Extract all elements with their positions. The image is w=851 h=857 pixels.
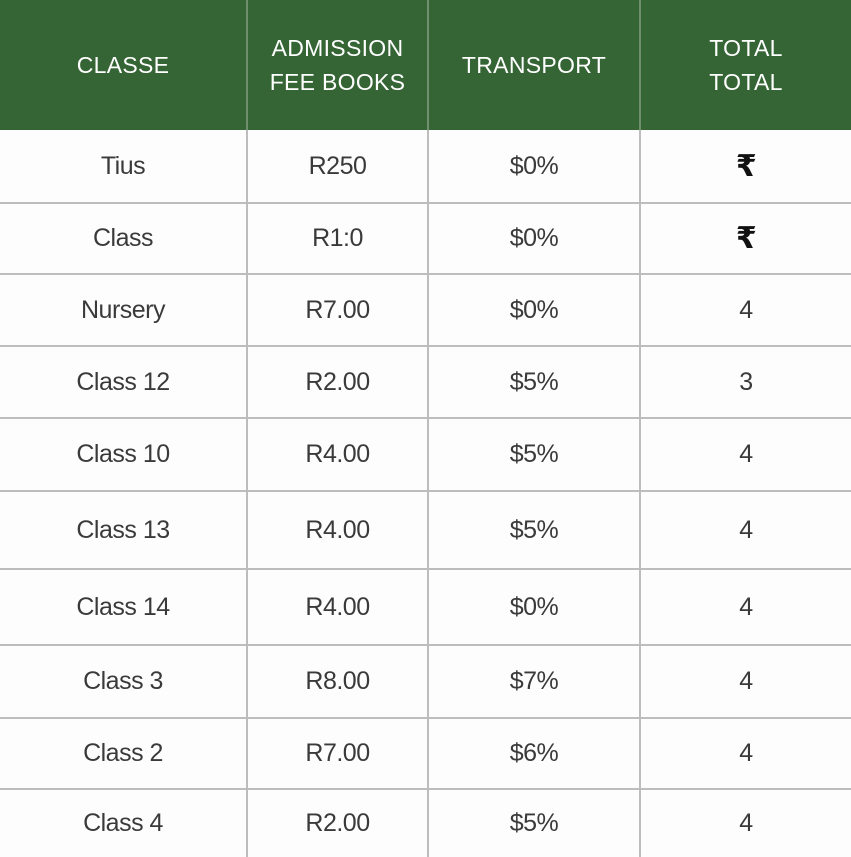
classe-cell: Class 4 (0, 789, 247, 857)
column-header-transport-line-1: TRANSPORT (461, 52, 607, 78)
admission-cell: R7.00 (247, 274, 428, 346)
transport-cell: $5% (428, 346, 640, 418)
table-row (0, 203, 851, 274)
transport-cell: $5% (428, 491, 640, 569)
column-header-classe-line-1: CLASSE (76, 52, 170, 78)
transport-cell: $0% (428, 203, 640, 274)
total-cell: 4 (640, 645, 851, 718)
admission-cell: R250 (247, 130, 428, 203)
column-header-total (640, 0, 851, 130)
admission-cell: R2.00 (247, 346, 428, 418)
column-header-total-line-1: TOTAL (709, 35, 783, 61)
transport-cell: $5% (428, 789, 640, 857)
total-cell: ₹ (640, 203, 851, 274)
classe-cell: Nursery (0, 274, 247, 346)
table-row (0, 645, 851, 718)
classe-cell: Class 12 (0, 346, 247, 418)
column-header-classe (0, 0, 247, 130)
total-cell: 3 (640, 346, 851, 418)
transport-cell: $0% (428, 569, 640, 645)
table-row (0, 418, 851, 491)
admission-cell: R7.00 (247, 718, 428, 789)
classe-cell: Class (0, 203, 247, 274)
transport-cell: $6% (428, 718, 640, 789)
column-header-admission (247, 0, 428, 130)
total-cell: 4 (640, 418, 851, 491)
admission-cell: R1:0 (247, 203, 428, 274)
table-row (0, 274, 851, 346)
column-header-admission-line-1: ADMISSION (271, 35, 404, 61)
classe-cell: Class 3 (0, 645, 247, 718)
total-cell: 4 (640, 274, 851, 346)
total-cell: 4 (640, 491, 851, 569)
transport-cell: $0% (428, 274, 640, 346)
table-row (0, 718, 851, 789)
classe-cell: Class 14 (0, 569, 247, 645)
header-row (0, 0, 851, 130)
table-body (0, 130, 851, 857)
admission-cell: R2.00 (247, 789, 428, 857)
classe-cell: Class 2 (0, 718, 247, 789)
admission-cell: R4.00 (247, 418, 428, 491)
column-header-total-line-2: TOTAL (709, 69, 783, 95)
table-row (0, 491, 851, 569)
transport-cell: $0% (428, 130, 640, 203)
admission-cell: R8.00 (247, 645, 428, 718)
table-row (0, 130, 851, 203)
admission-cell: R4.00 (247, 569, 428, 645)
classe-cell: Class 10 (0, 418, 247, 491)
classe-cell: Class 13 (0, 491, 247, 569)
table-header (0, 0, 851, 130)
table-row (0, 789, 851, 857)
column-header-admission-line-2: FEE BOOKS (269, 69, 406, 95)
transport-cell: $7% (428, 645, 640, 718)
table-row (0, 569, 851, 645)
classe-cell: Tius (0, 130, 247, 203)
column-header-transport (428, 0, 640, 130)
total-cell: 4 (640, 718, 851, 789)
total-cell: ₹ (640, 130, 851, 203)
total-cell: 4 (640, 789, 851, 857)
transport-cell: $5% (428, 418, 640, 491)
total-cell: 4 (640, 569, 851, 645)
admission-cell: R4.00 (247, 491, 428, 569)
table-row (0, 346, 851, 418)
